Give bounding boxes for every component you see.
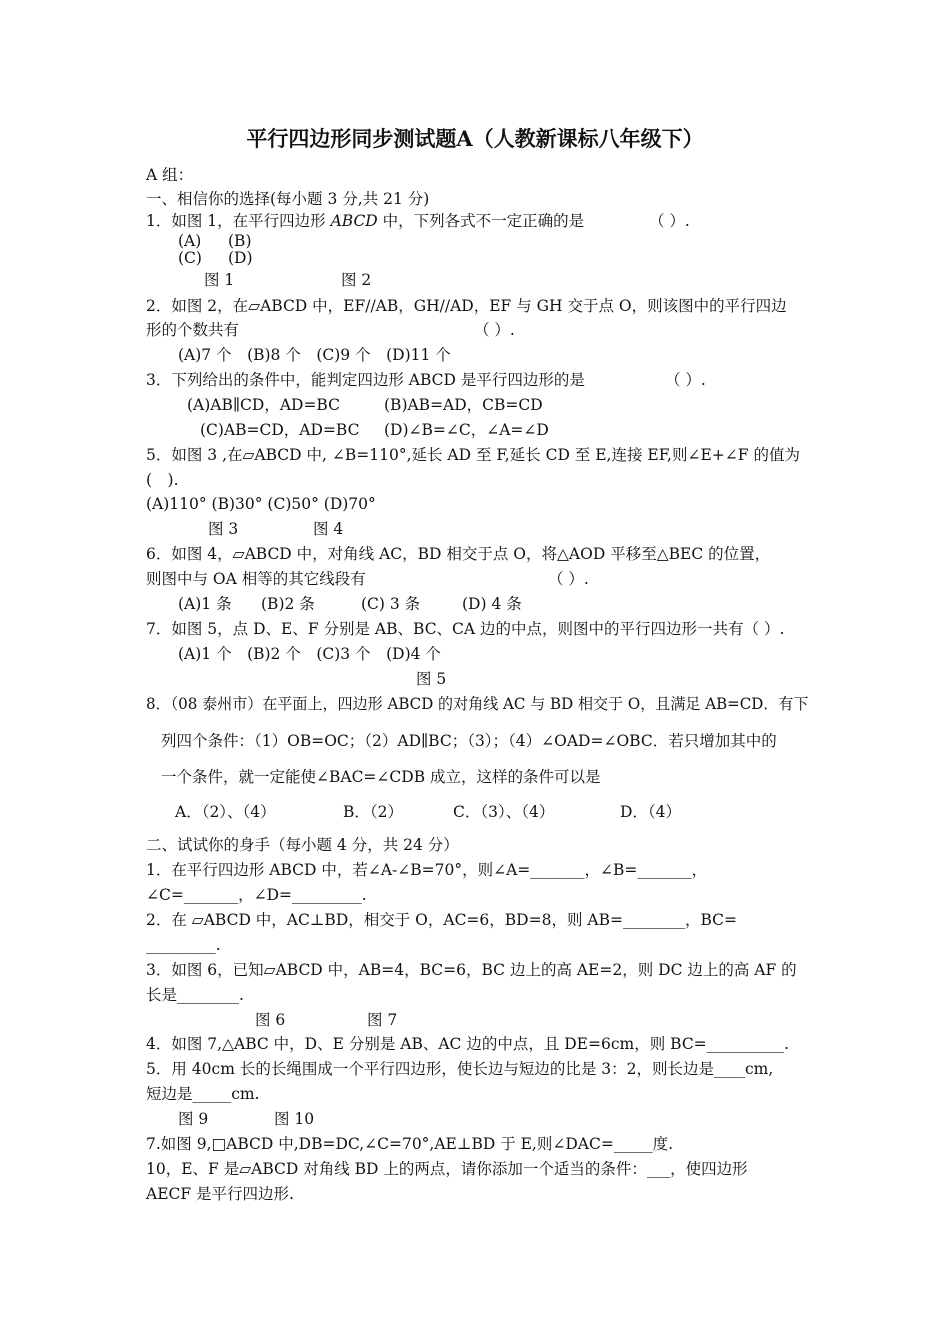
option-d: (D) — [228, 249, 253, 267]
answer-bracket: （ ）. — [548, 570, 589, 588]
option-c: (C) 3 条 — [361, 595, 421, 613]
figure-caption: 图 7 — [367, 1011, 398, 1029]
question-text: 长是________. — [146, 986, 244, 1004]
group-label: A 组： — [146, 166, 194, 184]
option-b: B．（2） — [343, 803, 404, 821]
answer-bracket: （ ）. — [665, 371, 706, 389]
question-text: 3．下列给出的条件中，能判定四边形 ABCD 是平行四边形的是 — [146, 371, 585, 389]
option-a: (A)1 条 — [178, 595, 232, 613]
question-text: 则图中与 OA 相等的其它线段有 — [146, 570, 366, 588]
options-line: (A)1 个 (B)2 个 (C)3 个 (D)4 个 — [178, 645, 441, 663]
question-text: _________. — [146, 936, 221, 954]
question-text: 5．用 40cm 长的长绳围成一个平行四边形，使长边与短边的比是 3：2，则长边是____cm, — [146, 1060, 774, 1078]
options-line: (A)7 个 (B)8 个 (C)9 个 (D)11 个 — [178, 346, 451, 364]
question-text: 1．如图 1，在平行四边形 ABCD 中，下列各式不一定正确的是 — [146, 212, 585, 230]
option-c: C．（3）、（4） — [453, 803, 555, 821]
question-text: 3．如图 6，已知▱ABCD 中，AB=4，BC=6，BC 边上的高 AE=2，则 DC 边上的高 AF 的 — [146, 961, 797, 979]
question-text: 短边是_____cm. — [146, 1085, 260, 1103]
option-b: (B)2 条 — [261, 595, 315, 613]
option-a: (A)AB∥CD，AD=BC — [187, 396, 340, 414]
option-b: (B)AB=AD，CB=CD — [384, 396, 543, 414]
question-text: 列四个条件：（1）OB=OC；（2）AD∥BC；（3）；（4）∠OAD=∠OBC．若只增加其中的 — [161, 732, 777, 750]
option-b: (B) — [228, 232, 252, 250]
question-text: 7．如图 5，点 D、E、F 分别是 AB、BC、CA 边的中点，则图中的平行四边形一共有（ ）. — [146, 620, 785, 638]
option-a: A．（2）、（4） — [175, 803, 276, 821]
option-d: (D)∠B=∠C，∠A=∠D — [384, 421, 549, 439]
question-text: 6．如图 4，▱ABCD 中，对角线 AC，BD 相交于点 O，将△AOD 平移至△BEC 的位置， — [146, 545, 771, 563]
figure-caption: 图 2 — [341, 271, 372, 289]
question-text: 10，E、F 是▱ABCD 对角线 BD 上的两点，请你添加一个适当的条件：___，使四边形 — [146, 1160, 748, 1178]
option-d: (D) 4 条 — [462, 595, 522, 613]
question-text: 形的个数共有 — [146, 321, 240, 339]
figure-caption: 图 4 — [313, 520, 344, 538]
question-text: 8．（08 泰州市）在平面上，四边形 ABCD 的对角线 AC 与 BD 相交于 O，且满足 AB=CD．有下 — [146, 695, 809, 713]
option-d: D．（4） — [620, 803, 682, 821]
figure-caption: 图 9 — [178, 1110, 209, 1128]
question-text: ∠C=_______，∠D=_________. — [146, 886, 367, 904]
question-text: ( ). — [146, 471, 179, 489]
question-text: 一个条件，就一定能使∠BAC=∠CDB 成立，这样的条件可以是 — [161, 768, 601, 786]
section-heading: 一、相信你的选择(每小题 3 分,共 21 分) — [146, 190, 430, 208]
option-c: (C) — [178, 249, 202, 267]
section-heading: 二、试试你的身手（每小题 4 分，共 24 分） — [146, 836, 459, 854]
question-text: 5．如图 3 ,在▱ABCD 中, ∠B=110°,延长 AD 至 F,延长 CD 至 E,连接 EF,则∠E+∠F 的值为 — [146, 446, 800, 464]
option-a: (A) — [178, 232, 202, 250]
option-c: (C)AB=CD，AD=BC — [200, 421, 360, 439]
question-text: 2．在 ▱ABCD 中，AC⊥BD，相交于 O，AC=6，BD=8，则 AB=________，BC= — [146, 911, 737, 929]
document-title: 平行四边形同步测试题A（人教新课标八年级下） — [246, 126, 704, 151]
question-text: 7.如图 9,□ABCD 中,DB=DC,∠C=70°,AE⊥BD 于 E,则∠DAC=_____度. — [146, 1135, 673, 1153]
question-text: 4．如图 7,△ABC 中，D、E 分别是 AB、AC 边的中点，且 DE=6cm，则 BC=__________. — [146, 1035, 790, 1053]
figure-caption: 图 3 — [208, 520, 239, 538]
figure-caption: 图 1 — [204, 271, 235, 289]
figure-caption: 图 5 — [416, 670, 447, 688]
figure-caption: 图 10 — [274, 1110, 315, 1128]
figure-caption: 图 6 — [255, 1011, 286, 1029]
options-line: (A)110° (B)30° (C)50° (D)70° — [146, 495, 376, 513]
answer-bracket: （ ）. — [474, 321, 515, 339]
question-text: 1．在平行四边形 ABCD 中，若∠A-∠B=70°，则∠A=_______，∠B=_______， — [146, 861, 708, 879]
question-text: 2．如图 2，在▱ABCD 中，EF//AB，GH//AD，EF 与 GH 交于点 O，则该图中的平行四边 — [146, 297, 787, 315]
answer-bracket: （ ）. — [649, 212, 690, 230]
question-text: AECF 是平行四边形. — [146, 1185, 294, 1203]
